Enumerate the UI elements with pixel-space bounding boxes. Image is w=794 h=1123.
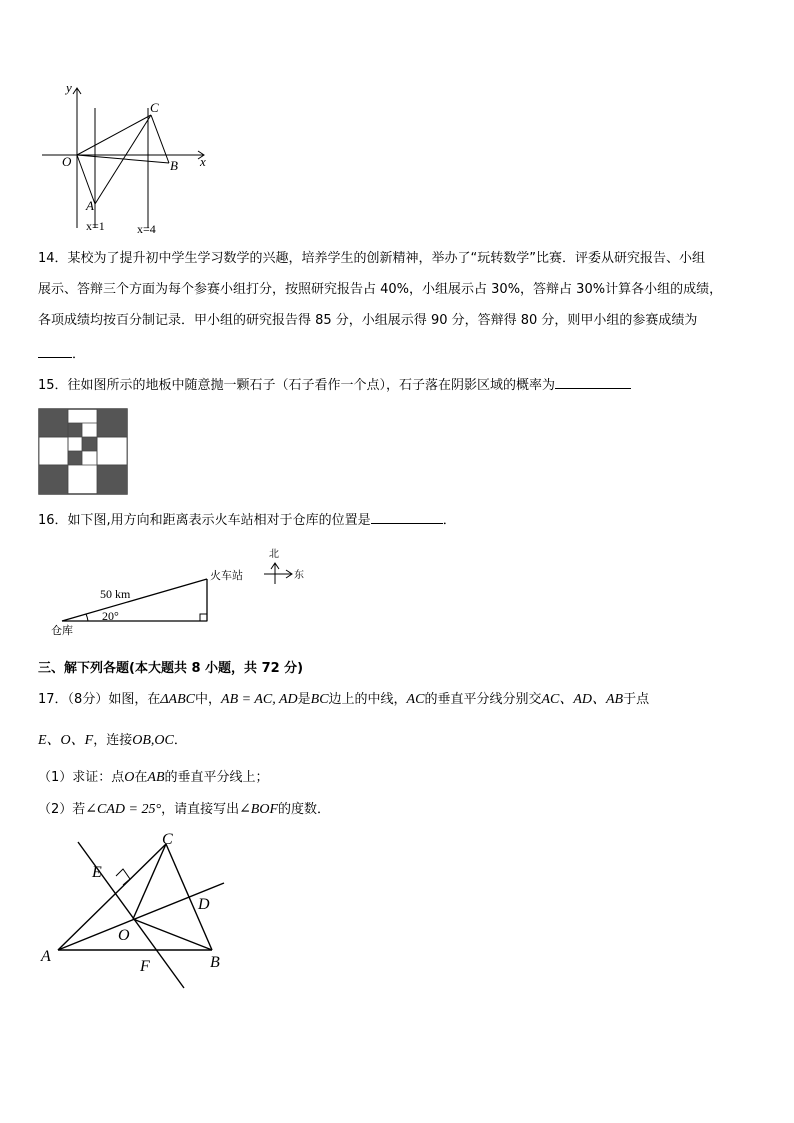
q17-text: 的度数． — [278, 802, 331, 817]
label-E: E — [92, 864, 102, 881]
q17-text: （1）求证：点 — [38, 770, 125, 785]
q14-period: ． — [72, 347, 86, 362]
q17-math: OB,OC — [132, 733, 174, 748]
q17-math: ∠BOF — [239, 802, 279, 817]
label-x4: x=4 — [137, 222, 156, 236]
q15-answer-blank[interactable] — [555, 374, 631, 389]
q17-math: AC、AD、AB — [541, 692, 624, 707]
label-A: A — [86, 198, 94, 213]
shaded-cell — [39, 409, 68, 437]
q17-math: O — [124, 770, 135, 785]
label-C: C — [162, 831, 173, 848]
q17-math: E、O、F — [38, 733, 94, 748]
q14-line4 — [38, 343, 85, 364]
label-C: C — [150, 100, 159, 115]
q17-text: 的垂直平分线上； — [164, 770, 269, 785]
shaded-cell — [97, 409, 127, 437]
q15-question: 15．往如图所示的地板中随意抛一颗石子（石子看作一个点），石子落在阴影区域的概率为 — [38, 378, 556, 393]
coordinate-figure — [36, 78, 216, 238]
q17-text: ． — [173, 733, 187, 748]
shaded-cell — [39, 465, 68, 494]
q17-math: AB = AC, AD — [221, 692, 298, 707]
q17-text: 在 — [134, 770, 148, 785]
q16-answer-blank[interactable] — [371, 509, 443, 524]
q14-line1: 14．某校为了提升初中学生学习数学的兴趣，培养学生的创新精神，举办了“玩转数学”比赛．评委从研究报告、小组 — [38, 251, 706, 266]
q17-math: ΔABC — [160, 692, 195, 707]
q17-math: ∠CAD = 25° — [85, 802, 162, 817]
section-3-title: 三、解下列各题(本大题共 8 小题，共 72 分) — [38, 661, 304, 676]
q17-math: AB — [147, 770, 165, 785]
q17-text: 是 — [297, 692, 311, 707]
q17-math: BC — [310, 692, 329, 707]
label-x: x — [200, 154, 206, 169]
q17-math: AC — [406, 692, 425, 707]
label-O: O — [118, 927, 130, 944]
q17-line2 — [38, 732, 187, 750]
label-B: B — [170, 158, 178, 173]
q14-line2: 展示、答辩三个方面为每个参赛小组打分，按照研究报告占 40%，小组展示占 30%，答辩占 30%计算各小组的成绩， — [38, 282, 723, 297]
q15-text — [38, 374, 631, 395]
floor-tile-figure — [38, 408, 128, 496]
station-label: 火车站 — [210, 570, 243, 582]
q17-text: 17．（8分）如图，在 — [38, 692, 161, 707]
shaded-cell — [82, 437, 97, 451]
angle-label: 20° — [102, 609, 119, 623]
q16-text — [38, 509, 456, 530]
direction-figure — [48, 546, 308, 638]
q17-text: （2）若 — [38, 802, 86, 817]
q17-part1 — [38, 769, 269, 787]
label-O: O — [62, 154, 72, 169]
q17-text: 边上的中线， — [328, 692, 407, 707]
distance-label: 50 km — [100, 587, 131, 601]
q17-text: 于点 — [623, 692, 650, 707]
north-label: 北 — [269, 549, 279, 560]
warehouse-label: 仓库 — [51, 625, 73, 637]
label-x1: x=1 — [86, 219, 105, 233]
q17-text: 中， — [195, 692, 222, 707]
q17-text: 的垂直平分线分别交 — [424, 692, 542, 707]
label-F: F — [140, 958, 150, 975]
q17-text: ，连接 — [93, 733, 133, 748]
shaded-cell — [97, 465, 127, 494]
q16-question: 16．如下图,用方向和距离表示火车站相对于仓库的位置是 — [38, 513, 371, 528]
q14-answer-blank[interactable] — [38, 343, 72, 358]
q17-text: ，请直接写出 — [161, 802, 240, 817]
q17-line1 — [38, 691, 649, 709]
label-D: D — [198, 896, 210, 913]
q17-part2 — [38, 801, 330, 819]
shaded-cell — [68, 423, 82, 437]
q14-line3: 各项成绩均按百分制记录．甲小组的研究报告得 85 分，小组展示得 90 分，答辩得 80 分，则甲小组的参赛成绩为 — [38, 313, 698, 328]
label-y: y — [66, 80, 72, 95]
triangle-figure — [36, 830, 236, 992]
q16-period: ． — [442, 513, 456, 528]
east-label: 东 — [294, 570, 304, 581]
shaded-cell — [68, 451, 82, 465]
label-B: B — [210, 954, 220, 971]
label-A: A — [41, 948, 51, 965]
